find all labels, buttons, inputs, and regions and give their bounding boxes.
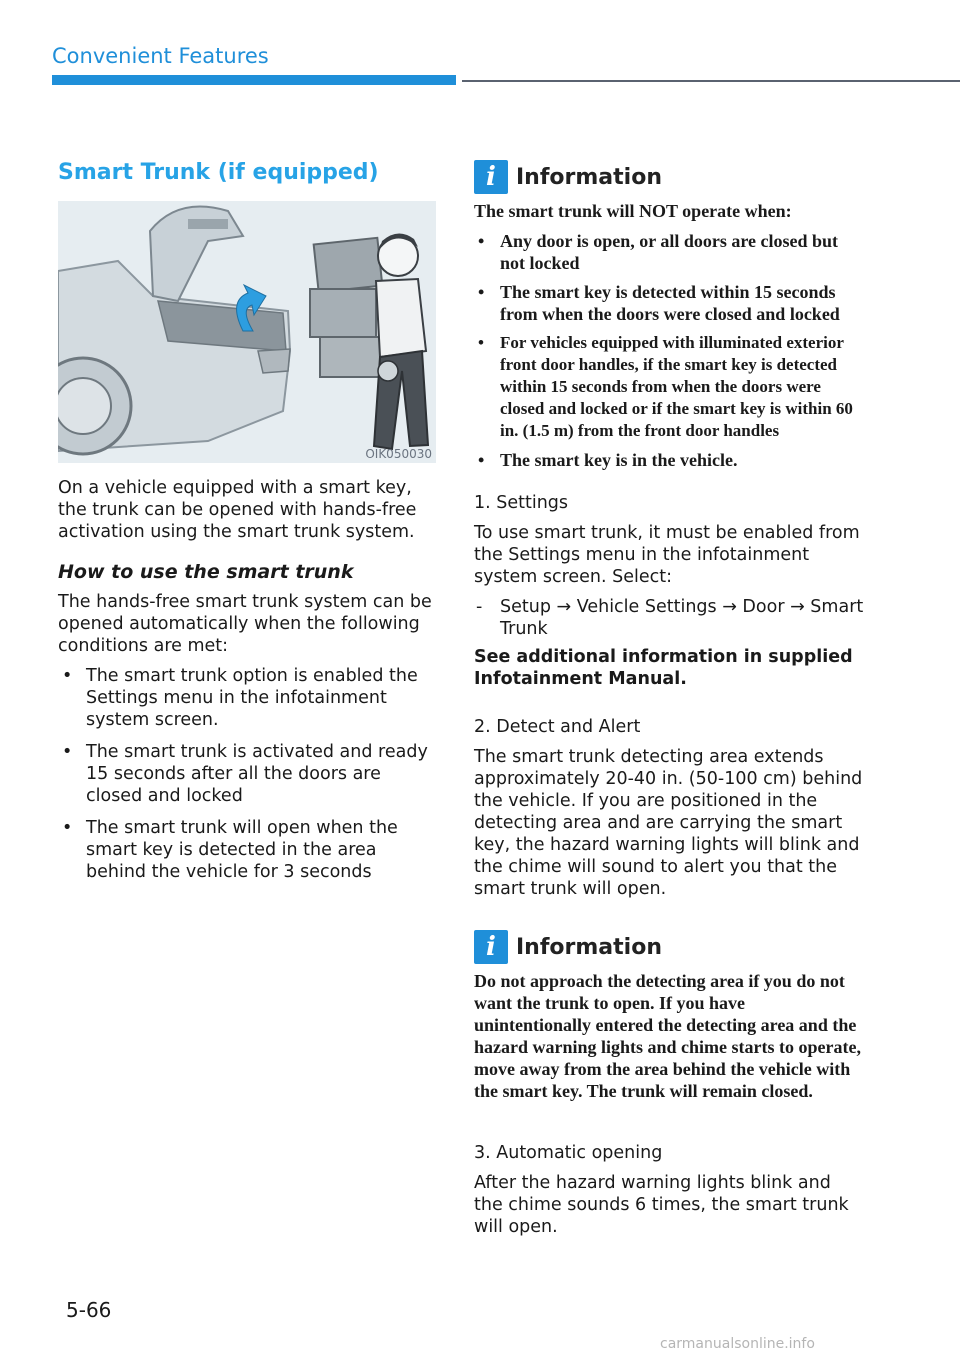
step-1-heading: 1. Settings [474, 493, 569, 513]
list-item: • For vehicles equipped with illuminated exterior front door handles, if the smart key is detected within 15 seconds from when the doors were closed and locked or if the smart key is within 60 in. (1.5 m) from the front door handles [478, 333, 853, 440]
settings-path: - Setup → Vehicle Settings → Door → Smart Trunk [476, 597, 864, 639]
step-3-heading: 3. Automatic opening [474, 1143, 663, 1163]
list-item: • Any door is open, or all doors are closed but not locked [478, 231, 839, 273]
car-trunk-illustration [58, 201, 436, 463]
info-label: Information [516, 164, 662, 190]
page-number: 5-66 [66, 1298, 112, 1322]
section-title: Smart Trunk (if equipped) [58, 160, 379, 185]
list-item: • The smart key is in the vehicle. [478, 450, 738, 470]
step-2-text: The smart trunk detecting area extends approximately 20-40 in. (50-100 cm) behind the vehicle. If you are positioned in the detecting area and are carrying the smart key, the hazard warning lights will blink and the chime will sound to alert you that the smart trunk will open. [474, 747, 863, 899]
step-2-heading: 2. Detect and Alert [474, 717, 641, 737]
info-lead: The smart trunk will NOT operate when: [474, 201, 792, 221]
conditions-list [58, 665, 438, 883]
info-2-text: Do not approach the detecting area if you do not want the trunk to open. If you have unintentionally entered the detecting area and the hazard warning lights and chime starts to operate, move away from the area behind the vehicle with the smart key. The trunk will remain closed. [474, 971, 861, 1101]
list-item: • The smart trunk option is enabled the Settings menu in the infotainment system screen. [62, 666, 418, 730]
right-column [474, 160, 864, 1238]
step-3-text: After the hazard warning lights blink and the chime sounds 6 times, the smart trunk will open. [474, 1173, 849, 1237]
not-operate-list [474, 230, 864, 471]
section-header-title: Convenient Features [52, 44, 269, 68]
header-rule [462, 80, 960, 82]
list-item: • The smart trunk will open when the smart key is detected in the area behind the vehicle for 3 seconds [62, 818, 398, 882]
list-item: • The smart trunk is activated and ready 15 seconds after all the doors are closed and locked [62, 742, 428, 806]
info-label: Information [516, 934, 662, 960]
step-1-note: See additional information in supplied Infotainment Manual. [474, 647, 853, 689]
figure-code: OIK050030 [365, 447, 432, 461]
step-1-text: To use smart trunk, it must be enabled from the Settings menu in the infotainment system screen. Select: [474, 523, 860, 587]
header-accent-bar [52, 75, 456, 85]
info-icon: i [474, 160, 508, 194]
info-box-heading [474, 160, 864, 194]
intro-paragraph: On a vehicle equipped with a smart key, the trunk can be opened with hands-free activation using the smart trunk system. [58, 478, 417, 542]
how-to-heading: How to use the smart trunk [58, 561, 354, 583]
info-icon: i [474, 930, 508, 964]
info-box-heading-2 [474, 930, 864, 964]
watermark: carmanualsonline.info [660, 1336, 815, 1352]
left-column [58, 160, 438, 893]
how-to-intro: The hands-free smart trunk system can be opened automatically when the following conditions are met: [58, 592, 432, 656]
smart-trunk-illustration [58, 201, 436, 463]
list-item: • The smart key is detected within 15 seconds from when the doors were closed and locked [478, 282, 840, 324]
